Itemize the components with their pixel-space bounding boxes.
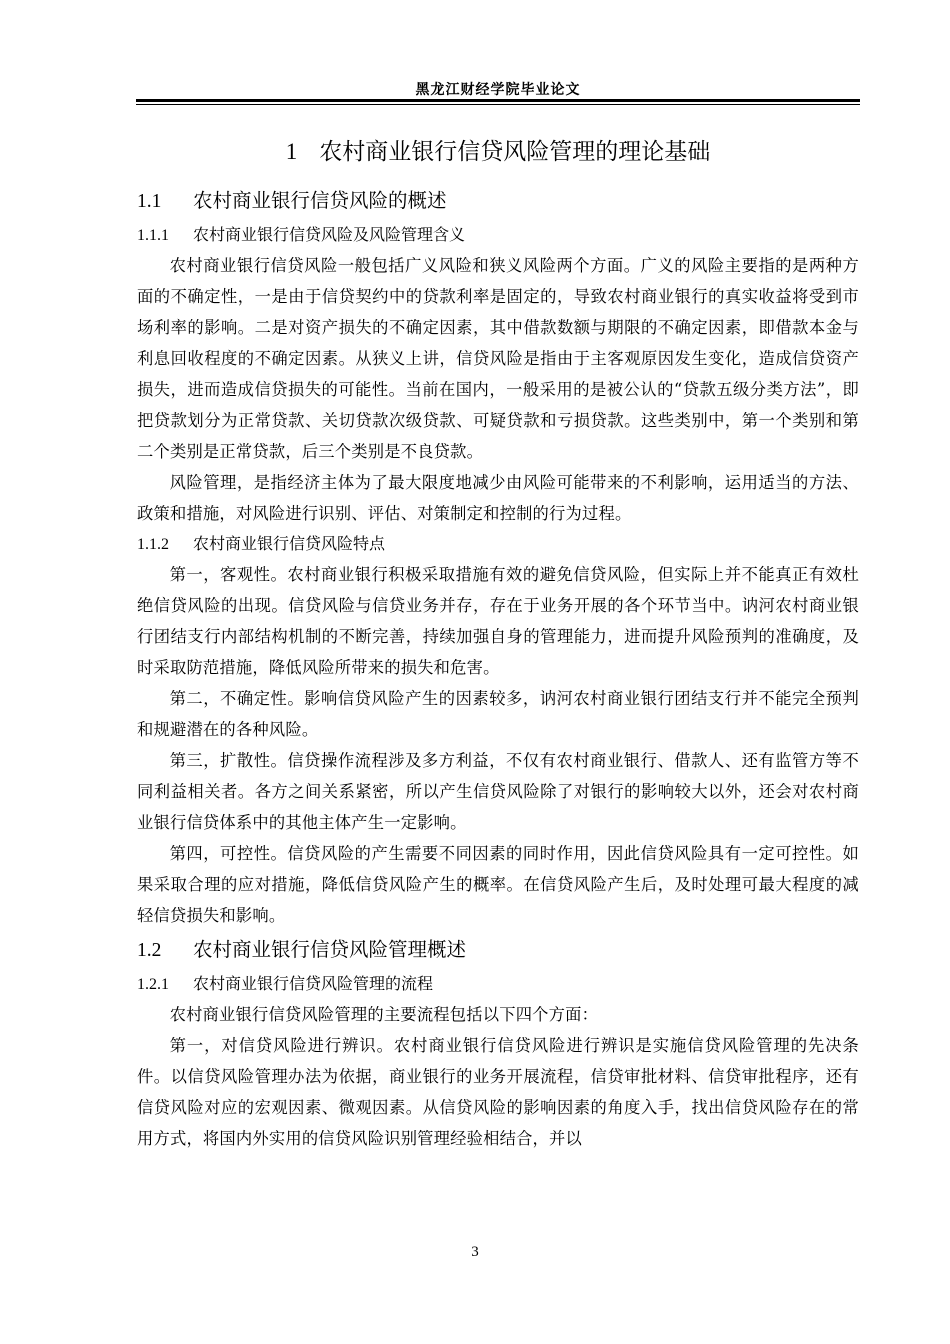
paragraph: 农村商业银行信贷风险一般包括广义风险和狭义风险两个方面。广义的风险主要指的是两种方面的不确定性，一是由于信贷契约中的贷款利率是固定的，导致农村商业银行的真实收益将受到市场利率的影响。二是对资产损失的不确定因素，其中借款数额与期限的不确定因素，即借款本金与利息回收程度的不确定因素。从狭义上讲，信贷风险是指由于主客观原因发生变化，造成信贷资产损失，进而造成信贷损失的可能性。当前在国内，一般采用的是被公认的“贷款五级分类方法”，即把贷款划分为正常贷款、关切贷款次级贷款、可疑贷款和亏损贷款。这些类别中，第一个类别和第二个类别是正常贷款，后三个类别是不良贷款。 [137,256,859,461]
paragraph: 第三，扩散性。信贷操作流程涉及多方利益，不仅有农村商业银行、借款人、还有监管方等不同利益相关者。各方之间关系紧密，所以产生信贷风险除了对银行的影响较大以外，还会对农村商业银行信贷体系中的其他主体产生一定影响。 [137,751,859,832]
section-heading-1-2 [137,931,859,969]
page-body [137,130,859,1154]
paragraph: 第四，可控性。信贷风险的产生需要不同因素的同时作用，因此信贷风险具有一定可控性。如果采取合理的应对措施，降低信贷风险产生的概率。在信贷风险产生后，及时处理可最大程度的减轻信贷损失和影响。 [137,844,859,925]
paragraph: 第一，客观性。农村商业银行积极采取措施有效的避免信贷风险，但实际上并不能真正有效杜绝信贷风险的出现。信贷风险与信贷业务并存，存在于业务开展的各个环节当中。讷河农村商业银行团结支行内部结构机制的不断完善，持续加强自身的管理能力，进而提升风险预判的准确度，及时采取防范措施，降低风险所带来的损失和危害。 [137,565,859,677]
header-rule-thin [136,104,860,105]
page-number: 3 [471,1244,479,1260]
subsection-title: 农村商业银行信贷风险特点 [193,534,386,553]
paragraph: 第一，对信贷风险进行辨识。农村商业银行信贷风险进行辨识是实施信贷风险管理的先决条件。以信贷风险管理办法为依据，商业银行的业务开展流程，信贷审批材料、信贷审批程序，还有信贷风险对应的宏观因素、微观因素。从信贷风险的影响因素的角度入手，找出信贷风险存在的常用方式，将国内外实用的信贷风险识别管理经验相结合，并以 [137,1036,859,1148]
section-title: 农村商业银行信贷风险管理概述 [193,938,467,961]
paragraph: 第二，不确定性。影响信贷风险产生的因素较多，讷河农村商业银行团结支行并不能完全预判和规避潜在的各种风险。 [137,689,859,739]
subsection-title: 农村商业银行信贷风险管理的流程 [193,974,434,993]
subsection-heading-1-1-1 [137,220,859,250]
subsection-heading-1-1-2 [137,529,859,559]
chapter-title [137,130,859,174]
paragraph: 农村商业银行信贷风险管理的主要流程包括以下四个方面： [169,1005,599,1024]
chapter-title-text: 农村商业银行信贷风险管理的理论基础 [319,139,711,165]
subsection-title: 农村商业银行信贷风险及风险管理含义 [193,225,466,244]
section-number: 1.1 [137,191,162,212]
chapter-number: 1 [285,139,298,164]
subsection-number: 1.2.1 [137,976,169,993]
subsection-number: 1.1.1 [137,227,169,244]
section-number: 1.2 [137,940,162,961]
section-title: 农村商业银行信贷风险的概述 [193,189,447,212]
subsection-heading-1-2-1 [137,969,859,999]
running-header: 黑龙江财经学院毕业论文 [415,82,581,98]
header-rule-thick [136,99,860,102]
paragraph: 风险管理，是指经济主体为了最大限度地减少由风险可能带来的不利影响，运用适当的方法、政策和措施，对风险进行识别、评估、对策制定和控制的行为过程。 [137,473,859,523]
subsection-number: 1.1.2 [137,536,169,553]
section-heading-1-1 [137,182,859,220]
